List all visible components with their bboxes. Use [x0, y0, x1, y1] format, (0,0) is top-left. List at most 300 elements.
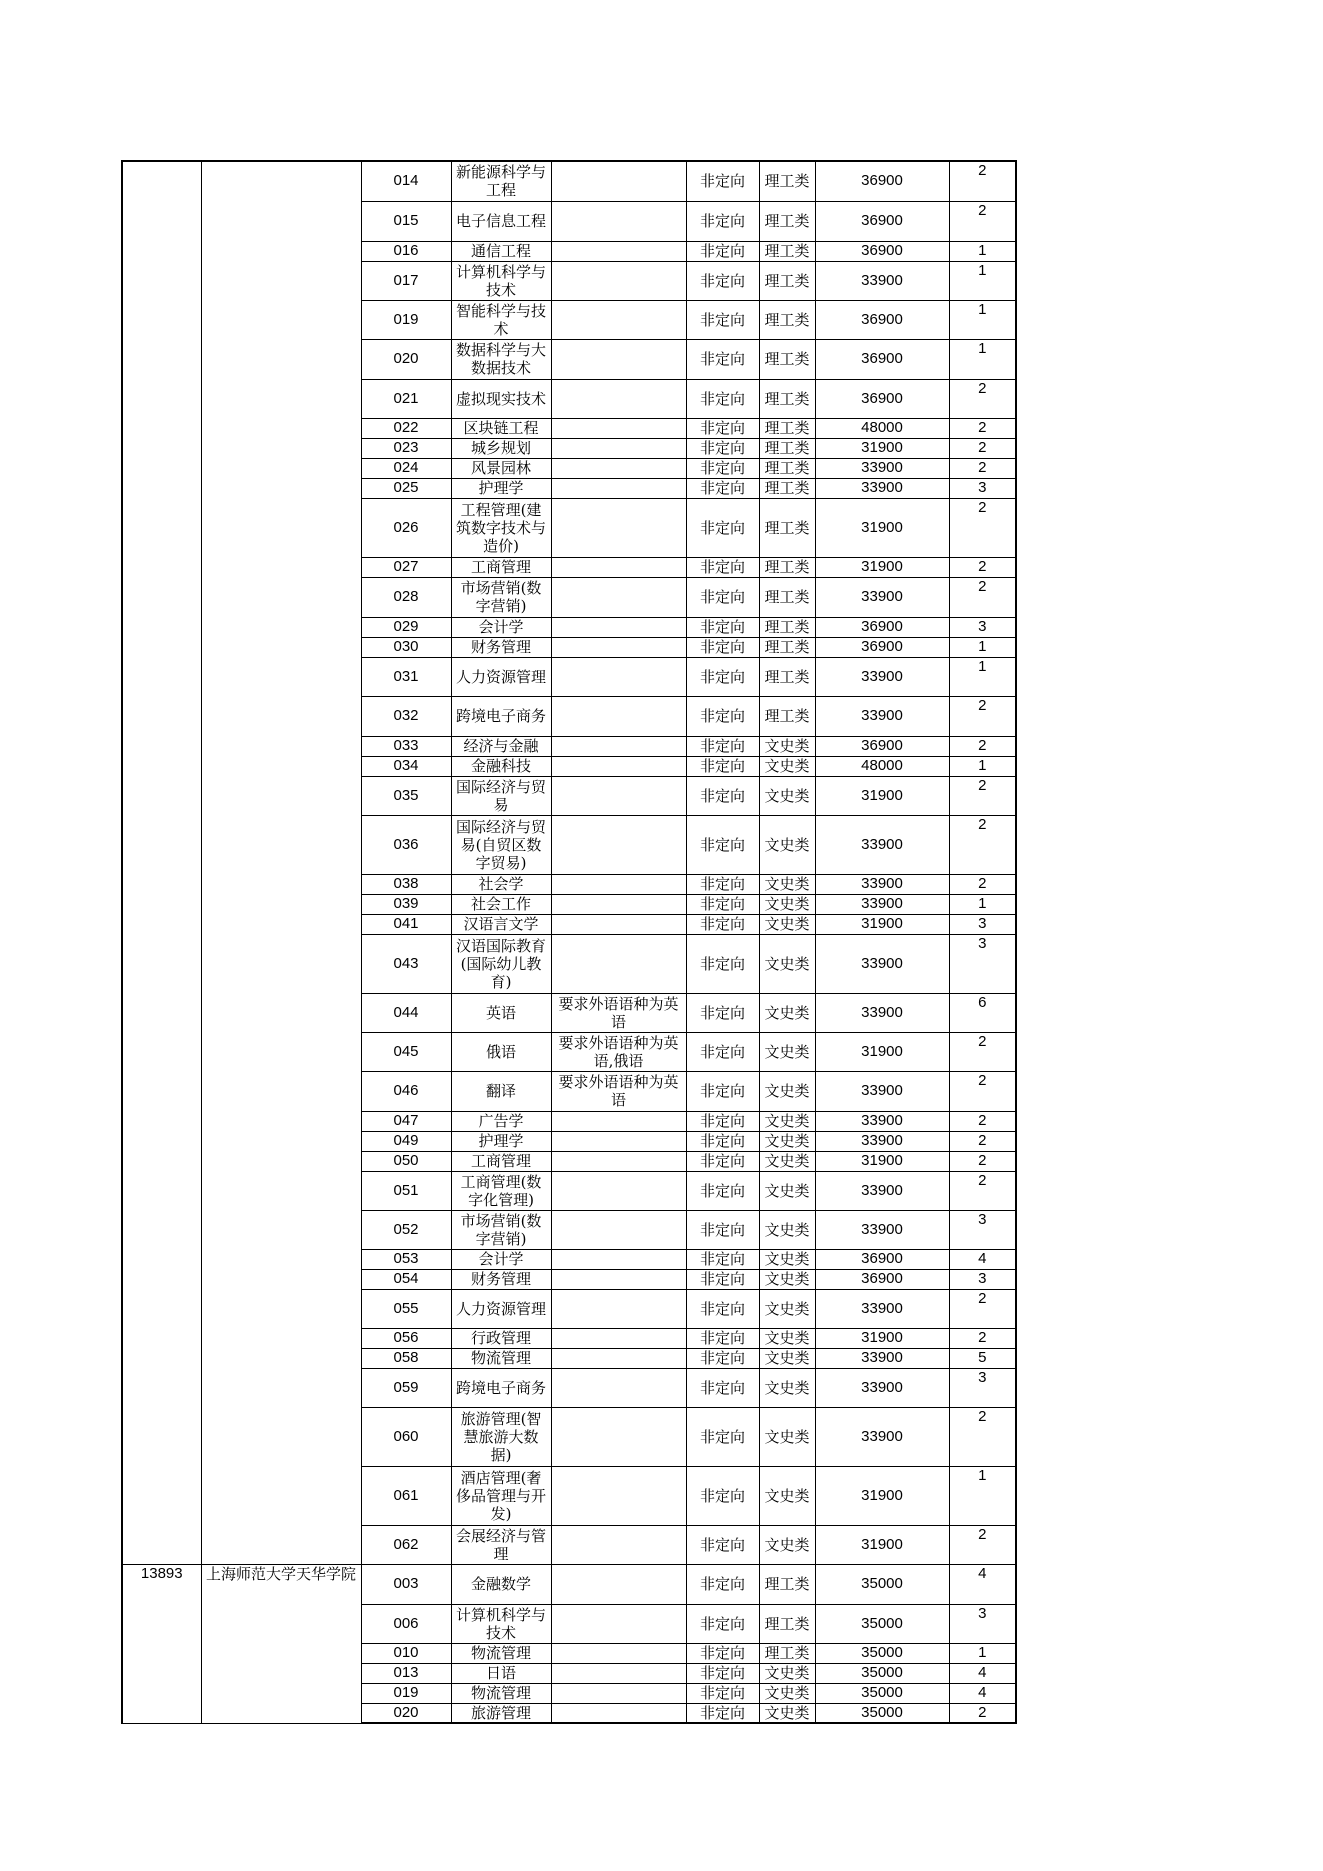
quota-count: 3: [949, 1604, 1016, 1643]
enrollment-type: 非定向: [686, 161, 759, 201]
enrollment-type: 非定向: [686, 201, 759, 241]
subject-category: 文史类: [759, 1071, 815, 1111]
requirement-note: [551, 339, 686, 379]
major-name: 俄语: [451, 1032, 551, 1071]
requirement-note: [551, 1703, 686, 1723]
tuition-fee: 36900: [815, 339, 949, 379]
major-code: 036: [361, 815, 451, 874]
enrollment-type: 非定向: [686, 1368, 759, 1407]
tuition-fee: 31900: [815, 1466, 949, 1525]
quota-count: 1: [949, 1643, 1016, 1663]
tuition-fee: 31900: [815, 1151, 949, 1171]
tuition-fee: 31900: [815, 557, 949, 577]
major-code: 024: [361, 458, 451, 478]
enrollment-type: 非定向: [686, 339, 759, 379]
enrollment-type: 非定向: [686, 815, 759, 874]
quota-count: 1: [949, 894, 1016, 914]
enrollment-type: 非定向: [686, 261, 759, 300]
major-code: 035: [361, 776, 451, 815]
tuition-fee: 31900: [815, 1328, 949, 1348]
major-name: 翻译: [451, 1071, 551, 1111]
subject-category: 理工类: [759, 438, 815, 458]
tuition-fee: 33900: [815, 1131, 949, 1151]
subject-category: 文史类: [759, 914, 815, 934]
quota-count: 2: [949, 577, 1016, 617]
major-code: 032: [361, 696, 451, 736]
major-code: 049: [361, 1131, 451, 1151]
requirement-note: [551, 1643, 686, 1663]
enrollment-type: 非定向: [686, 478, 759, 498]
quota-count: 2: [949, 1071, 1016, 1111]
requirement-note: [551, 1151, 686, 1171]
major-code: 019: [361, 1683, 451, 1703]
major-name: 工商管理(数字化管理): [451, 1171, 551, 1210]
major-name: 通信工程: [451, 241, 551, 261]
enrollment-type: 非定向: [686, 657, 759, 696]
enrollment-type: 非定向: [686, 1663, 759, 1683]
major-code: 028: [361, 577, 451, 617]
quota-count: 1: [949, 300, 1016, 339]
subject-category: 理工类: [759, 1564, 815, 1604]
quota-count: 3: [949, 934, 1016, 993]
subject-category: 文史类: [759, 776, 815, 815]
major-name: 工商管理: [451, 557, 551, 577]
requirement-note: [551, 894, 686, 914]
subject-category: 理工类: [759, 261, 815, 300]
major-code: 013: [361, 1663, 451, 1683]
subject-category: 理工类: [759, 557, 815, 577]
enrollment-type: 非定向: [686, 498, 759, 557]
subject-category: 文史类: [759, 1407, 815, 1466]
subject-category: 文史类: [759, 756, 815, 776]
major-code: 031: [361, 657, 451, 696]
major-name: 智能科学与技术: [451, 300, 551, 339]
enrollment-type: 非定向: [686, 934, 759, 993]
major-code: 034: [361, 756, 451, 776]
tuition-fee: 33900: [815, 815, 949, 874]
major-name: 旅游管理(智慧旅游大数据): [451, 1407, 551, 1466]
tuition-fee: 33900: [815, 261, 949, 300]
subject-category: 理工类: [759, 300, 815, 339]
tuition-fee: 36900: [815, 1269, 949, 1289]
quota-count: 2: [949, 161, 1016, 201]
table-row: [122, 1564, 1016, 1604]
major-code: 054: [361, 1269, 451, 1289]
quota-count: 3: [949, 1210, 1016, 1249]
major-code: 016: [361, 241, 451, 261]
subject-category: 理工类: [759, 478, 815, 498]
enrollment-type: 非定向: [686, 874, 759, 894]
requirement-note: [551, 1328, 686, 1348]
subject-category: 理工类: [759, 339, 815, 379]
quota-count: 2: [949, 1703, 1016, 1723]
major-name: 计算机科学与技术: [451, 261, 551, 300]
requirement-note: [551, 1111, 686, 1131]
quota-count: 2: [949, 1525, 1016, 1564]
subject-category: 文史类: [759, 1368, 815, 1407]
requirement-note: [551, 498, 686, 557]
tuition-fee: 36900: [815, 241, 949, 261]
enrollment-type: 非定向: [686, 577, 759, 617]
quota-count: 2: [949, 776, 1016, 815]
major-name: 物流管理: [451, 1348, 551, 1368]
major-code: 020: [361, 339, 451, 379]
major-code: 017: [361, 261, 451, 300]
requirement-note: 要求外语语种为英语: [551, 1071, 686, 1111]
enrollment-type: 非定向: [686, 1071, 759, 1111]
quota-count: 2: [949, 1171, 1016, 1210]
major-code: 038: [361, 874, 451, 894]
subject-category: 文史类: [759, 1131, 815, 1151]
subject-category: 文史类: [759, 1525, 815, 1564]
enrollment-type: 非定向: [686, 1407, 759, 1466]
subject-category: 文史类: [759, 1703, 815, 1723]
requirement-note: 要求外语语种为英语: [551, 993, 686, 1032]
quota-count: 1: [949, 339, 1016, 379]
subject-category: 文史类: [759, 934, 815, 993]
enrollment-type: 非定向: [686, 1328, 759, 1348]
subject-category: 文史类: [759, 894, 815, 914]
school-code: 13893: [122, 1564, 201, 1723]
major-code: 021: [361, 379, 451, 418]
subject-category: 文史类: [759, 874, 815, 894]
major-code: 050: [361, 1151, 451, 1171]
tuition-fee: 35000: [815, 1564, 949, 1604]
tuition-fee: 36900: [815, 1249, 949, 1269]
major-code: 015: [361, 201, 451, 241]
major-code: 062: [361, 1525, 451, 1564]
tuition-fee: 33900: [815, 577, 949, 617]
major-code: 014: [361, 161, 451, 201]
quota-count: 2: [949, 1032, 1016, 1071]
quota-count: 1: [949, 1466, 1016, 1525]
major-name: 金融数学: [451, 1564, 551, 1604]
tuition-fee: 33900: [815, 1171, 949, 1210]
requirement-note: [551, 1348, 686, 1368]
tuition-fee: 36900: [815, 300, 949, 339]
requirement-note: [551, 161, 686, 201]
major-name: 人力资源管理: [451, 657, 551, 696]
enrollment-type: 非定向: [686, 696, 759, 736]
major-name: 区块链工程: [451, 418, 551, 438]
quota-count: 1: [949, 637, 1016, 657]
tuition-fee: 33900: [815, 657, 949, 696]
subject-category: 文史类: [759, 1663, 815, 1683]
major-name: 金融科技: [451, 756, 551, 776]
major-code: 052: [361, 1210, 451, 1249]
requirement-note: [551, 1466, 686, 1525]
requirement-note: [551, 776, 686, 815]
enrollment-type: 非定向: [686, 1643, 759, 1663]
enrollment-type: 非定向: [686, 300, 759, 339]
major-name: 酒店管理(奢侈品管理与开发): [451, 1466, 551, 1525]
table-row: [122, 161, 1016, 201]
major-code: 059: [361, 1368, 451, 1407]
quota-count: 2: [949, 1407, 1016, 1466]
major-name: 汉语国际教育(国际幼儿教育): [451, 934, 551, 993]
quota-count: 3: [949, 1368, 1016, 1407]
enrollment-type: 非定向: [686, 1151, 759, 1171]
major-name: 旅游管理: [451, 1703, 551, 1723]
enrollment-type: 非定向: [686, 1525, 759, 1564]
enrollment-type: 非定向: [686, 241, 759, 261]
tuition-fee: 31900: [815, 1032, 949, 1071]
requirement-note: [551, 1171, 686, 1210]
quota-count: 4: [949, 1564, 1016, 1604]
quota-count: 2: [949, 1151, 1016, 1171]
tuition-fee: 31900: [815, 776, 949, 815]
tuition-fee: 36900: [815, 637, 949, 657]
requirement-note: [551, 1564, 686, 1604]
major-code: 019: [361, 300, 451, 339]
major-name: 新能源科学与工程: [451, 161, 551, 201]
major-code: 051: [361, 1171, 451, 1210]
subject-category: 文史类: [759, 1111, 815, 1131]
requirement-note: [551, 438, 686, 458]
major-code: 045: [361, 1032, 451, 1071]
enrollment-type: 非定向: [686, 637, 759, 657]
tuition-fee: 33900: [815, 696, 949, 736]
subject-category: 理工类: [759, 241, 815, 261]
major-name: 工商管理: [451, 1151, 551, 1171]
tuition-fee: 35000: [815, 1703, 949, 1723]
subject-category: 理工类: [759, 1604, 815, 1643]
tuition-fee: 33900: [815, 874, 949, 894]
enrollment-type: 非定向: [686, 617, 759, 637]
subject-category: 文史类: [759, 1171, 815, 1210]
major-name: 跨境电子商务: [451, 696, 551, 736]
subject-category: 理工类: [759, 1643, 815, 1663]
enrollment-type: 非定向: [686, 1269, 759, 1289]
tuition-fee: 33900: [815, 1407, 949, 1466]
school-name-cell-empty: [201, 161, 361, 1564]
quota-count: 1: [949, 657, 1016, 696]
requirement-note: [551, 201, 686, 241]
requirement-note: [551, 1368, 686, 1407]
quota-count: 2: [949, 1328, 1016, 1348]
requirement-note: [551, 874, 686, 894]
requirement-note: [551, 1683, 686, 1703]
quota-count: 1: [949, 261, 1016, 300]
quota-count: 2: [949, 736, 1016, 756]
quota-count: 2: [949, 557, 1016, 577]
school-name: 上海师范大学天华学院: [201, 1564, 361, 1723]
major-code: 029: [361, 617, 451, 637]
major-code: 044: [361, 993, 451, 1032]
requirement-note: [551, 458, 686, 478]
tuition-fee: 36900: [815, 379, 949, 418]
quota-count: 2: [949, 1289, 1016, 1328]
subject-category: 理工类: [759, 498, 815, 557]
tuition-fee: 33900: [815, 458, 949, 478]
major-code: 061: [361, 1466, 451, 1525]
major-name: 数据科学与大数据技术: [451, 339, 551, 379]
quota-count: 2: [949, 498, 1016, 557]
requirement-note: [551, 657, 686, 696]
major-name: 会计学: [451, 617, 551, 637]
major-name: 市场营销(数字营销): [451, 1210, 551, 1249]
major-name: 护理学: [451, 1131, 551, 1151]
requirement-note: [551, 577, 686, 617]
major-name: 汉语言文学: [451, 914, 551, 934]
tuition-fee: 35000: [815, 1663, 949, 1683]
major-code: 020: [361, 1703, 451, 1723]
subject-category: 理工类: [759, 657, 815, 696]
quota-count: 5: [949, 1348, 1016, 1368]
major-name: 跨境电子商务: [451, 1368, 551, 1407]
enrollment-type: 非定向: [686, 736, 759, 756]
major-name: 城乡规划: [451, 438, 551, 458]
quota-count: 6: [949, 993, 1016, 1032]
major-code: 003: [361, 1564, 451, 1604]
enrollment-type: 非定向: [686, 418, 759, 438]
enrollment-type: 非定向: [686, 776, 759, 815]
tuition-fee: 33900: [815, 894, 949, 914]
tuition-fee: 33900: [815, 993, 949, 1032]
tuition-fee: 33900: [815, 478, 949, 498]
tuition-fee: 31900: [815, 914, 949, 934]
enrollment-type: 非定向: [686, 557, 759, 577]
subject-category: 理工类: [759, 577, 815, 617]
subject-category: 文史类: [759, 1348, 815, 1368]
major-name: 行政管理: [451, 1328, 551, 1348]
subject-category: 理工类: [759, 418, 815, 438]
quota-count: 3: [949, 617, 1016, 637]
major-name: 电子信息工程: [451, 201, 551, 241]
requirement-note: [551, 815, 686, 874]
requirement-note: [551, 1525, 686, 1564]
major-name: 广告学: [451, 1111, 551, 1131]
enrollment-type: 非定向: [686, 1032, 759, 1071]
requirement-note: [551, 1269, 686, 1289]
major-name: 英语: [451, 993, 551, 1032]
requirement-note: [551, 1407, 686, 1466]
subject-category: 文史类: [759, 993, 815, 1032]
major-name: 经济与金融: [451, 736, 551, 756]
requirement-note: [551, 1131, 686, 1151]
subject-category: 理工类: [759, 458, 815, 478]
enrollment-type: 非定向: [686, 1289, 759, 1328]
quota-count: 4: [949, 1249, 1016, 1269]
major-name: 人力资源管理: [451, 1289, 551, 1328]
major-name: 护理学: [451, 478, 551, 498]
tuition-fee: 31900: [815, 438, 949, 458]
requirement-note: [551, 1663, 686, 1683]
major-code: 033: [361, 736, 451, 756]
enrollment-type: 非定向: [686, 438, 759, 458]
major-name: 社会工作: [451, 894, 551, 914]
requirement-note: [551, 736, 686, 756]
enrollment-type: 非定向: [686, 993, 759, 1032]
requirement-note: [551, 261, 686, 300]
major-name: 物流管理: [451, 1643, 551, 1663]
quota-count: 2: [949, 874, 1016, 894]
tuition-fee: 31900: [815, 1525, 949, 1564]
quota-count: 1: [949, 241, 1016, 261]
subject-category: 文史类: [759, 1249, 815, 1269]
tuition-fee: 48000: [815, 418, 949, 438]
major-name: 国际经济与贸易: [451, 776, 551, 815]
subject-category: 理工类: [759, 696, 815, 736]
major-name: 风景园林: [451, 458, 551, 478]
requirement-note: [551, 241, 686, 261]
major-name: 市场营销(数字营销): [451, 577, 551, 617]
enrollment-type: 非定向: [686, 1703, 759, 1723]
enrollment-type: 非定向: [686, 1604, 759, 1643]
table-body: [122, 161, 1016, 1723]
quota-count: 2: [949, 201, 1016, 241]
enrollment-type: 非定向: [686, 756, 759, 776]
tuition-fee: 33900: [815, 934, 949, 993]
major-code: 060: [361, 1407, 451, 1466]
major-code: 046: [361, 1071, 451, 1111]
enrollment-type: 非定向: [686, 1564, 759, 1604]
tuition-fee: 35000: [815, 1683, 949, 1703]
tuition-fee: 33900: [815, 1289, 949, 1328]
quota-count: 1: [949, 756, 1016, 776]
major-name: 物流管理: [451, 1683, 551, 1703]
subject-category: 文史类: [759, 736, 815, 756]
subject-category: 文史类: [759, 815, 815, 874]
major-code: 053: [361, 1249, 451, 1269]
subject-category: 理工类: [759, 379, 815, 418]
requirement-note: [551, 1289, 686, 1328]
quota-count: 2: [949, 1131, 1016, 1151]
requirement-note: [551, 300, 686, 339]
major-name: 虚拟现实技术: [451, 379, 551, 418]
major-name: 社会学: [451, 874, 551, 894]
tuition-fee: 31900: [815, 498, 949, 557]
major-code: 056: [361, 1328, 451, 1348]
requirement-note: [551, 1604, 686, 1643]
requirement-note: 要求外语语种为英语,俄语: [551, 1032, 686, 1071]
tuition-fee: 33900: [815, 1111, 949, 1131]
subject-category: 文史类: [759, 1683, 815, 1703]
quota-count: 2: [949, 418, 1016, 438]
major-code: 039: [361, 894, 451, 914]
major-name: 国际经济与贸易(自贸区数字贸易): [451, 815, 551, 874]
quota-count: 2: [949, 1111, 1016, 1131]
subject-category: 文史类: [759, 1328, 815, 1348]
requirement-note: [551, 557, 686, 577]
admissions-table: [121, 160, 1017, 1724]
major-name: 计算机科学与技术: [451, 1604, 551, 1643]
quota-count: 2: [949, 438, 1016, 458]
quota-count: 4: [949, 1663, 1016, 1683]
subject-category: 理工类: [759, 637, 815, 657]
tuition-fee: 36900: [815, 736, 949, 756]
subject-category: 理工类: [759, 201, 815, 241]
tuition-fee: 48000: [815, 756, 949, 776]
major-code: 058: [361, 1348, 451, 1368]
subject-category: 文史类: [759, 1289, 815, 1328]
requirement-note: [551, 914, 686, 934]
enrollment-type: 非定向: [686, 914, 759, 934]
major-code: 043: [361, 934, 451, 993]
major-name: 日语: [451, 1663, 551, 1683]
major-code: 047: [361, 1111, 451, 1131]
requirement-note: [551, 1249, 686, 1269]
quota-count: 2: [949, 458, 1016, 478]
enrollment-type: 非定向: [686, 1466, 759, 1525]
major-code: 041: [361, 914, 451, 934]
enrollment-type: 非定向: [686, 1171, 759, 1210]
requirement-note: [551, 934, 686, 993]
major-name: 财务管理: [451, 637, 551, 657]
requirement-note: [551, 637, 686, 657]
requirement-note: [551, 478, 686, 498]
major-name: 财务管理: [451, 1269, 551, 1289]
